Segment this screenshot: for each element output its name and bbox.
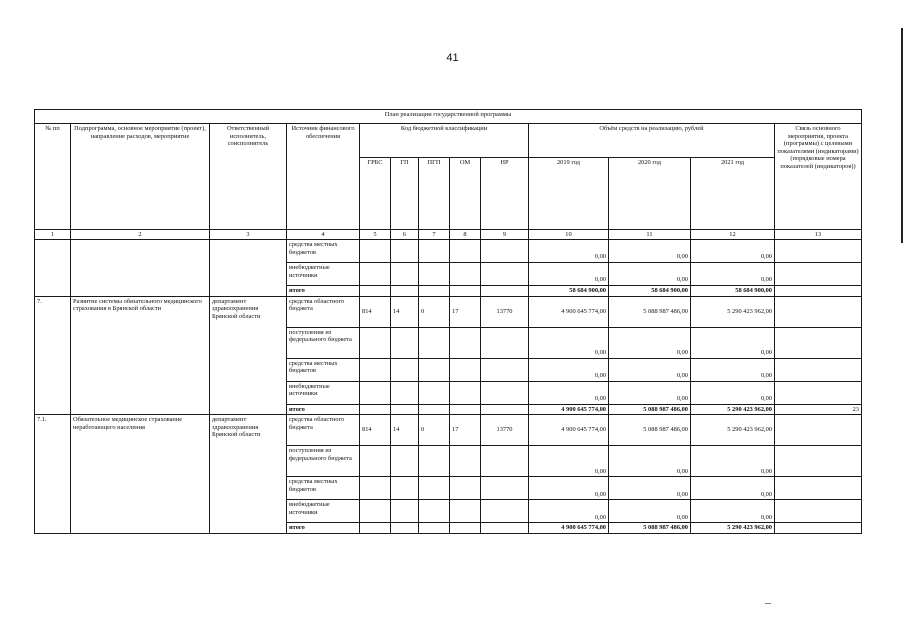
pgp-cell [419, 327, 450, 358]
source-cell: поступления из федерального бюджета [287, 327, 360, 358]
amount-y2020: 0,00 [609, 446, 691, 477]
gp-cell [391, 477, 419, 500]
program-plan-table [34, 109, 862, 534]
amount-y2021: 5 290 423 962,00 [691, 415, 775, 446]
om-cell [450, 404, 481, 415]
link-cell [775, 286, 862, 297]
nr-cell [481, 263, 529, 286]
amount-y2019: 0,00 [529, 327, 609, 358]
source-cell: итого [287, 286, 360, 297]
pgp-cell [419, 286, 450, 297]
om-cell [450, 358, 481, 381]
header-num: № пп [35, 124, 71, 230]
amount-y2020: 0,00 [609, 500, 691, 523]
amount-y2019: 0,00 [529, 500, 609, 523]
carry-num [35, 240, 71, 297]
grbs-cell [360, 500, 391, 523]
amount-y2019: 4 900 645 774,00 [529, 523, 609, 534]
column-number: 12 [691, 230, 775, 240]
link-cell [775, 358, 862, 381]
column-number-row [35, 230, 862, 240]
item-name: Обязательное медицинское страхование неработающего населения [71, 415, 210, 534]
amount-y2019: 0,00 [529, 446, 609, 477]
grbs-cell: 814 [360, 296, 391, 327]
pgp-cell: 0 [419, 296, 450, 327]
amount-y2020: 0,00 [609, 358, 691, 381]
amount-y2019: 0,00 [529, 477, 609, 500]
gp-cell [391, 286, 419, 297]
column-number: 5 [360, 230, 391, 240]
table-row [35, 415, 862, 446]
header-budget-code: Код бюджетной классификации [360, 124, 529, 158]
pgp-cell [419, 500, 450, 523]
om-cell [450, 381, 481, 404]
column-number: 11 [609, 230, 691, 240]
amount-y2021: 5 290 423 962,00 [691, 523, 775, 534]
header-source: Источник финансового обеспечения [287, 124, 360, 230]
gp-cell [391, 404, 419, 415]
nr-cell [481, 381, 529, 404]
table-row [35, 240, 862, 263]
amount-y2020: 5 088 987 486,00 [609, 523, 691, 534]
amount-y2020: 5 088 987 486,00 [609, 415, 691, 446]
source-cell: поступления из федерального бюджета [287, 446, 360, 477]
link-cell [775, 327, 862, 358]
om-cell: 17 [450, 296, 481, 327]
amount-y2019: 4 900 645 774,00 [529, 415, 609, 446]
header-nr: НР [481, 158, 529, 230]
om-cell [450, 327, 481, 358]
amount-y2020: 0,00 [609, 477, 691, 500]
column-number: 7 [419, 230, 450, 240]
pgp-cell [419, 358, 450, 381]
grbs-cell [360, 240, 391, 263]
gp-cell [391, 358, 419, 381]
pgp-cell [419, 446, 450, 477]
source-cell: средства местных бюджетов [287, 240, 360, 263]
grbs-cell [360, 477, 391, 500]
om-cell [450, 523, 481, 534]
amount-y2019: 4 900 645 774,00 [529, 404, 609, 415]
nr-cell [481, 404, 529, 415]
grbs-cell [360, 358, 391, 381]
nr-cell [481, 286, 529, 297]
amount-y2020: 0,00 [609, 240, 691, 263]
amount-y2020: 58 684 900,00 [609, 286, 691, 297]
amount-y2020: 0,00 [609, 381, 691, 404]
grbs-cell [360, 327, 391, 358]
gp-cell [391, 381, 419, 404]
nr-cell [481, 358, 529, 381]
column-number: 8 [450, 230, 481, 240]
source-cell: внебюджетные источники [287, 263, 360, 286]
nr-cell [481, 446, 529, 477]
gp-cell [391, 446, 419, 477]
link-cell [775, 500, 862, 523]
amount-y2021: 0,00 [691, 263, 775, 286]
amount-y2019: 0,00 [529, 381, 609, 404]
amount-y2019: 0,00 [529, 263, 609, 286]
amount-y2021: 5 290 423 962,00 [691, 404, 775, 415]
column-number: 9 [481, 230, 529, 240]
gp-cell: 14 [391, 296, 419, 327]
pgp-cell [419, 477, 450, 500]
column-number: 13 [775, 230, 862, 240]
amount-y2020: 5 088 987 486,00 [609, 404, 691, 415]
source-cell: средства областного бюджета [287, 296, 360, 327]
header-pgp: ПГП [419, 158, 450, 230]
grbs-cell [360, 404, 391, 415]
header-volume: Объём средств на реализацию, рублей [529, 124, 775, 158]
om-cell [450, 240, 481, 263]
pgp-cell [419, 263, 450, 286]
source-cell: итого [287, 523, 360, 534]
pgp-cell [419, 404, 450, 415]
column-number: 4 [287, 230, 360, 240]
header-2021: 2021 год [691, 158, 775, 230]
amount-y2020: 0,00 [609, 327, 691, 358]
column-number: 3 [210, 230, 287, 240]
nr-cell: 13770 [481, 296, 529, 327]
header-om: ОМ [450, 158, 481, 230]
grbs-cell [360, 286, 391, 297]
amount-y2021: 0,00 [691, 446, 775, 477]
amount-y2021: 5 290 423 962,00 [691, 296, 775, 327]
link-cell [775, 415, 862, 446]
carry-responsible [210, 240, 287, 297]
amount-y2019: 4 900 645 774,00 [529, 296, 609, 327]
om-cell [450, 286, 481, 297]
header-gp: ГП [391, 158, 419, 230]
header-name: Подпрограмма, основное мероприятие (проект), направление расходов, мероприятие [71, 124, 210, 230]
nr-cell [481, 500, 529, 523]
header-2019: 2019 год [529, 158, 609, 230]
grbs-cell [360, 263, 391, 286]
amount-y2019: 0,00 [529, 240, 609, 263]
grbs-cell [360, 523, 391, 534]
amount-y2020: 0,00 [609, 263, 691, 286]
grbs-cell [360, 381, 391, 404]
column-number: 1 [35, 230, 71, 240]
link-cell [775, 263, 862, 286]
header-responsible: Ответственный исполнитель, соисполнитель [210, 124, 287, 230]
amount-y2019: 58 684 900,00 [529, 286, 609, 297]
amount-y2021: 0,00 [691, 358, 775, 381]
column-number: 6 [391, 230, 419, 240]
link-cell [775, 523, 862, 534]
column-number: 10 [529, 230, 609, 240]
gp-cell [391, 523, 419, 534]
amount-y2021: 0,00 [691, 240, 775, 263]
header-link: Связь основного мероприятия, проекта (программы) с целевыми показателями (индикаторами) (порядковые номера показателей (индикаторов)) [775, 124, 862, 230]
grbs-cell [360, 446, 391, 477]
nr-cell [481, 240, 529, 263]
carry-name [71, 240, 210, 297]
om-cell [450, 500, 481, 523]
link-cell [775, 296, 862, 327]
source-cell: внебюджетные источники [287, 500, 360, 523]
link-cell [775, 381, 862, 404]
amount-y2021: 0,00 [691, 381, 775, 404]
link-cell [775, 477, 862, 500]
amount-y2021: 0,00 [691, 500, 775, 523]
link-cell: 23 [775, 404, 862, 415]
pgp-cell [419, 381, 450, 404]
source-cell: средства местных бюджетов [287, 477, 360, 500]
gp-cell [391, 263, 419, 286]
page-number: 41 [446, 52, 459, 64]
table-title: План реализации государственной программы [35, 110, 862, 124]
item-responsible: департамент здравоохранения Брянской области [210, 296, 287, 415]
gp-cell: 14 [391, 415, 419, 446]
link-cell [775, 446, 862, 477]
scan-edge-line [901, 28, 903, 243]
source-cell: средства областного бюджета [287, 415, 360, 446]
link-cell [775, 240, 862, 263]
gp-cell [391, 240, 419, 263]
om-cell [450, 263, 481, 286]
pgp-cell [419, 523, 450, 534]
scan-mark [765, 603, 771, 604]
table-row [35, 296, 862, 327]
item-number: 7. [35, 296, 71, 415]
item-name: Развитие системы обязательного медицинского страхования в Брянской области [71, 296, 210, 415]
source-cell: средства местных бюджетов [287, 358, 360, 381]
pgp-cell: 0 [419, 415, 450, 446]
header-grbs: ГРБС [360, 158, 391, 230]
nr-cell [481, 327, 529, 358]
item-responsible: департамент здравоохранения Брянской области [210, 415, 287, 534]
amount-y2020: 5 088 987 486,00 [609, 296, 691, 327]
amount-y2021: 0,00 [691, 327, 775, 358]
om-cell [450, 446, 481, 477]
amount-y2021: 58 684 900,00 [691, 286, 775, 297]
gp-cell [391, 500, 419, 523]
nr-cell: 13770 [481, 415, 529, 446]
source-cell: итого [287, 404, 360, 415]
gp-cell [391, 327, 419, 358]
source-cell: внебюджетные источники [287, 381, 360, 404]
amount-y2021: 0,00 [691, 477, 775, 500]
grbs-cell: 814 [360, 415, 391, 446]
pgp-cell [419, 240, 450, 263]
column-number: 2 [71, 230, 210, 240]
header-2020: 2020 год [609, 158, 691, 230]
om-cell: 17 [450, 415, 481, 446]
item-number: 7.1. [35, 415, 71, 534]
nr-cell [481, 477, 529, 500]
amount-y2019: 0,00 [529, 358, 609, 381]
nr-cell [481, 523, 529, 534]
om-cell [450, 477, 481, 500]
